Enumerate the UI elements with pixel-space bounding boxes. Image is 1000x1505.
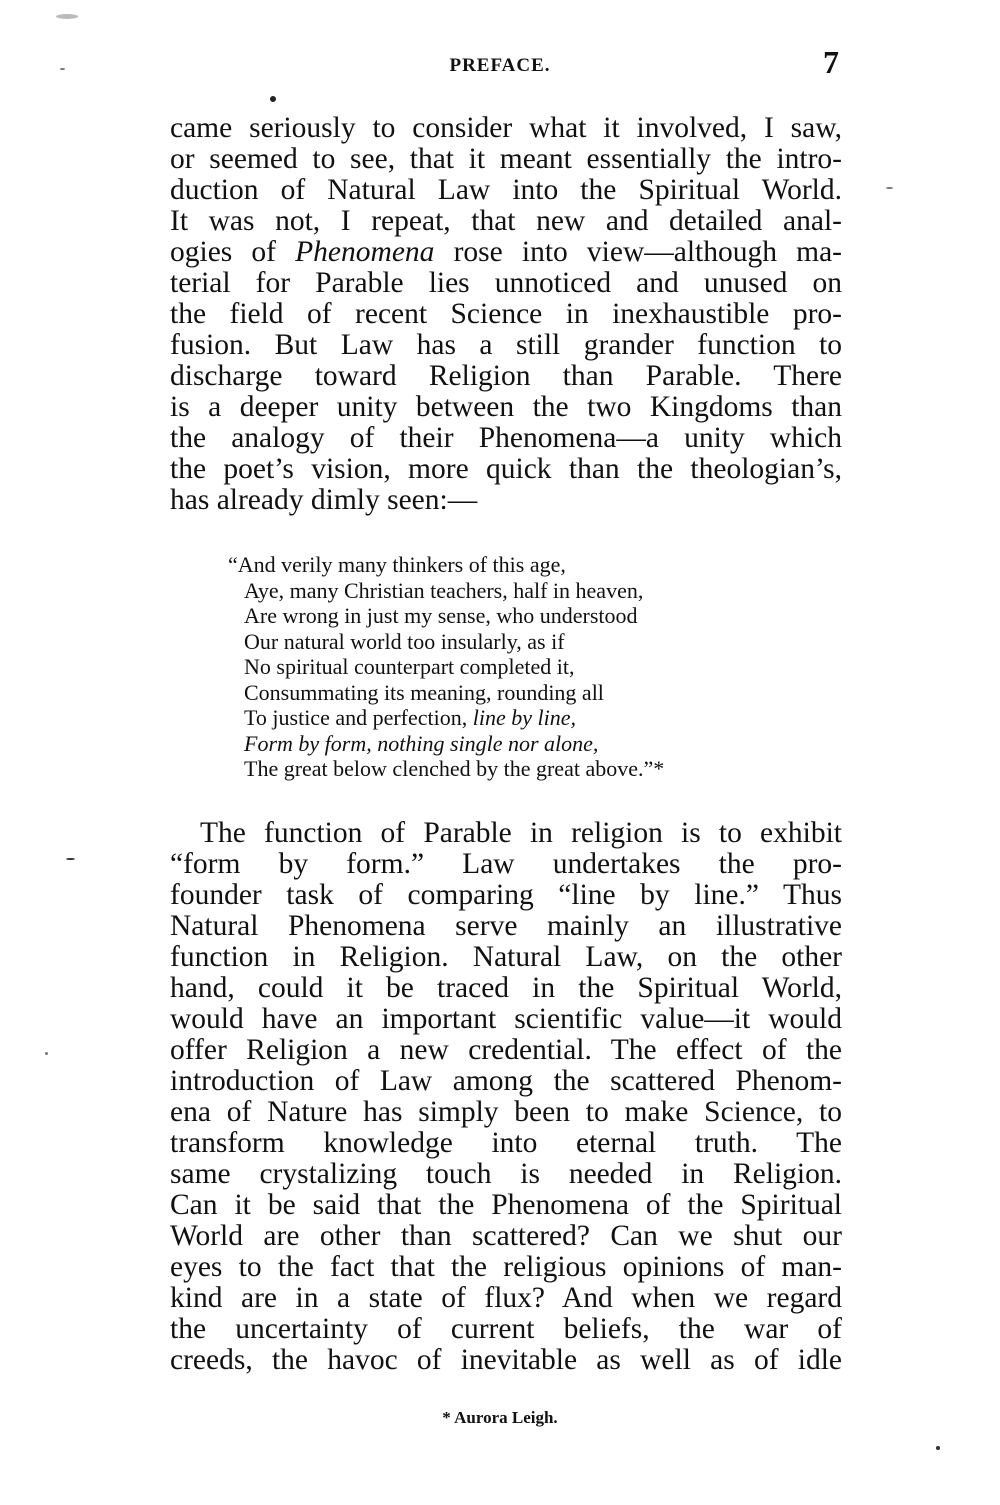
text-line: the analogy of their Phenomena—a unity which <box>170 422 842 454</box>
scan-speck <box>60 68 65 70</box>
text-line: transform knowledge into eternal truth. The <box>170 1127 842 1159</box>
text-line: would have an important scientific value—it would <box>170 1003 842 1035</box>
text-line: World are other than scattered? Can we shut our <box>170 1220 842 1252</box>
verse-line: Aye, many Christian teachers, half in heaven, <box>244 577 644 603</box>
text-line: the field of recent Science in inexhaustible pro- <box>170 298 842 330</box>
text-line: same crystalizing touch is needed in Religion. <box>170 1158 842 1190</box>
scan-speck <box>56 14 78 19</box>
scan-speck <box>886 187 893 189</box>
text-line: the uncertainty of current beliefs, the war of <box>170 1313 842 1345</box>
text-line: terial for Parable lies unnoticed and unused on <box>170 267 842 299</box>
text-line: or seemed to see, that it meant essentially the intro- <box>170 143 842 175</box>
text-line: Can it be said that the Phenomena of the Spiritual <box>170 1189 842 1221</box>
scan-speck <box>45 1052 48 1055</box>
page-number: 7 <box>823 44 839 80</box>
text-line-with-emphasis: ogies of Phenomena rose into view—although ma- <box>170 236 843 268</box>
scan-speck <box>270 96 276 102</box>
text-line: Natural Phenomena serve mainly an illustrative <box>170 910 842 942</box>
text-line: ena of Nature has simply been to make Science, to <box>170 1096 842 1128</box>
scan-speck <box>936 1446 940 1450</box>
text-line: “form by form.” Law undertakes the pro- <box>170 848 842 880</box>
verse-line: Our natural world too insularly, as if <box>244 628 565 654</box>
text-line: the poet’s vision, more quick than the theologian’s, <box>170 453 842 485</box>
text-line: came seriously to consider what it involved, I saw, <box>170 112 842 144</box>
text-line: hand, could it be traced in the Spiritual World, <box>170 972 842 1004</box>
text-line: creeds, the havoc of inevitable as well as of idle <box>170 1344 842 1376</box>
paragraph-1 <box>170 113 842 516</box>
verse-line: Consummating its meaning, rounding all <box>244 679 604 705</box>
text-line: function in Religion. Natural Law, on the other <box>170 941 842 973</box>
text-line: It was not, I repeat, that new and detailed anal- <box>170 205 842 237</box>
scan-speck <box>66 858 75 860</box>
verse-line: “And verily many thinkers of this age, <box>228 552 566 577</box>
running-header-title: PREFACE. <box>449 55 551 76</box>
text-line: duction of Natural Law into the Spiritual World. <box>170 174 842 206</box>
text-line: is a deeper unity between the two Kingdoms than <box>170 391 842 423</box>
text-line: kind are in a state of flux? And when we regard <box>170 1282 842 1314</box>
text-line: has already dimly seen:— <box>170 484 478 516</box>
verse-line: The great below clenched by the great above.”* <box>244 756 665 781</box>
verse-line-with-emphasis: To justice and perfection, line by line, <box>244 705 577 730</box>
text-line: discharge toward Religion than Parable. There <box>170 360 842 392</box>
footnote: * Aurora Leigh. <box>442 1408 558 1427</box>
text-line: offer Religion a new credential. The effect of the <box>170 1034 842 1066</box>
text-line: eyes to the fact that the religious opinions of man- <box>170 1251 842 1283</box>
text-line: founder task of comparing “line by line.” Thus <box>170 879 842 911</box>
text-line: The function of Parable in religion is to exhibit <box>200 817 842 849</box>
text-line: fusion. But Law has a still grander function to <box>170 329 842 361</box>
verse-line: No spiritual counterpart completed it, <box>244 654 575 679</box>
verse-line: Are wrong in just my sense, who understood <box>244 603 638 628</box>
paragraph-2 <box>170 818 842 1376</box>
verse-quotation <box>228 552 788 782</box>
verse-line-italic: Form by form, nothing single nor alone, <box>244 730 599 756</box>
text-line: introduction of Law among the scattered Phenom- <box>170 1065 842 1097</box>
